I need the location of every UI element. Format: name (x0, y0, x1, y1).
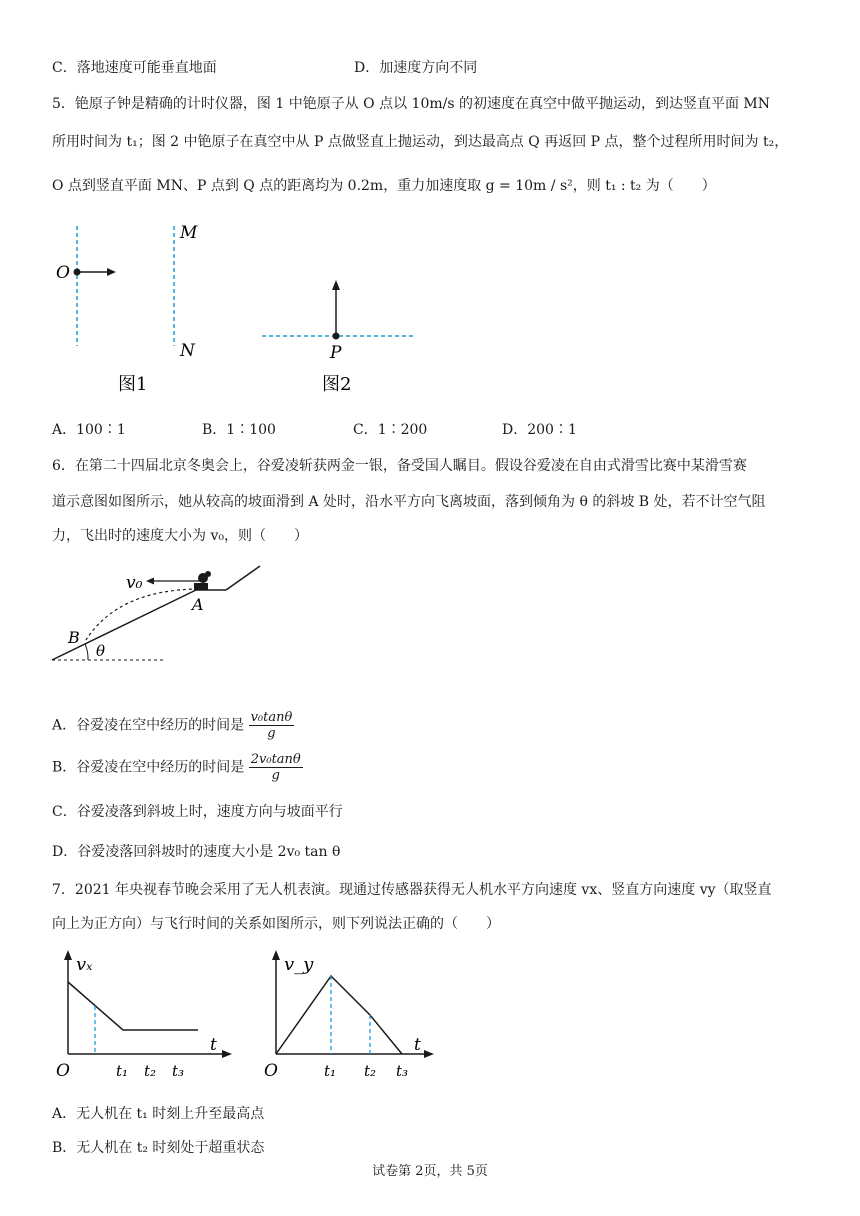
q7-stem-line2: 向上为正方向）与飞行时间的关系如图所示，则下列说法正确的（ ） (52, 916, 500, 932)
label-v0: v₀ (126, 573, 143, 593)
arrowhead-right-icon (424, 1050, 434, 1058)
q6-stem-line1: 6．在第二十四届北京冬奥会上，谷爱凌斩获两金一银，备受国人瞩目。假设谷爱凌在自由式滑雪比赛中某滑雪赛 (52, 458, 747, 474)
q7-stem-line1: 7．2021 年央视春节晚会采用了无人机表演。现通过传感器获得无人机水平方向速度 vx、竖直方向速度 vy（取竖直 (52, 882, 772, 898)
q6-option-a (52, 710, 294, 741)
q6-option-d: D．谷爱凌落回斜坡时的速度大小是 2v₀ tan θ (52, 844, 341, 860)
vy-chart (256, 946, 456, 1096)
q5-option-b: B．1∶100 (202, 422, 276, 438)
slope-line (52, 590, 196, 660)
fraction-numerator: v₀tanθ (250, 710, 293, 725)
q5-stem-line3: O 点到竖直平面 MN、P 点到 Q 点的距离均为 0.2m，重力加速度取 g = 10m / s²，则 t₁ : t₂ 为（ ） (52, 178, 716, 194)
q6-stem-line2: 道示意图如图所示，她从较高的坡面滑到 A 处时，沿水平方向飞离坡面，落到倾角为 θ 的斜坡 B 处，若不计空气阻 (52, 494, 766, 510)
fraction-numerator: 2v₀tanθ (250, 752, 301, 767)
vx-xlabel: t (210, 1035, 217, 1055)
vx-series-line (68, 982, 198, 1030)
vx-tick-t1: t₁ (116, 1062, 129, 1080)
q6-option-c: C．谷爱凌落到斜坡上时，速度方向与坡面平行 (52, 804, 343, 820)
fraction (249, 752, 303, 783)
label-p: P (330, 343, 342, 363)
q6-option-b (52, 752, 303, 783)
label-o: O (56, 263, 70, 283)
arrowhead-up-icon (64, 950, 72, 960)
q5-figure-1 (56, 223, 198, 395)
q5-option-d: D．200∶1 (502, 422, 577, 438)
q7-option-b: B．无人机在 t₂ 时刻处于超重状态 (52, 1140, 265, 1156)
vx-ylabel: vₓ (76, 954, 93, 975)
fraction-denominator: g (267, 726, 276, 741)
vx-origin-label: O (56, 1061, 70, 1081)
page-footer: 试卷第 2页，共 5页 (372, 1164, 488, 1179)
q6-stem-line3: 力，飞出时的速度大小为 v₀，则（ ） (52, 528, 308, 544)
vy-tick-t1: t₁ (324, 1062, 337, 1080)
label-n: N (180, 341, 195, 361)
q5-figure (48, 218, 428, 400)
q7-option-a: A．无人机在 t₁ 时刻上升至最高点 (52, 1106, 265, 1122)
vy-tick-t2: t₂ (364, 1062, 377, 1080)
label-theta: θ (96, 642, 106, 660)
figure-1-caption: 图1 (118, 374, 148, 395)
theta-arc (85, 644, 88, 660)
fraction-denominator: g (271, 768, 280, 783)
q5-stem-line2: 所用时间为 t₁；图 2 中铯原子在真空中从 P 点做竖直上抛运动，到达最高点 Q 再返回 P 点，整个过程所用时间为 t₂， (52, 134, 789, 150)
vy-xlabel: t (414, 1035, 421, 1055)
arrowhead-right-icon (107, 268, 116, 276)
fraction (249, 710, 295, 741)
vx-chart (48, 946, 248, 1096)
q5-option-a: A．100∶1 (52, 422, 126, 438)
label-a: A (192, 595, 204, 614)
label-m: M (180, 223, 198, 243)
q4-option-d: D．加速度方向不同 (354, 60, 478, 76)
q5-option-c: C．1∶200 (353, 422, 428, 438)
arrowhead-up-icon (272, 950, 280, 960)
label-b: B (68, 628, 80, 647)
arrowhead-right-icon (222, 1050, 232, 1058)
vy-series-line (276, 976, 402, 1054)
arrowhead-up-icon (332, 280, 340, 290)
p-point (333, 333, 340, 340)
q6-slope-figure (48, 560, 278, 670)
q5-figure-2 (262, 280, 414, 395)
q5-stem-line1: 5．铯原子钟是精确的计时仪器，图 1 中铯原子从 O 点以 10m/s 的初速度在真空中做平抛运动，到达竖直平面 MN (52, 96, 771, 112)
arrowhead-left-icon (146, 578, 154, 585)
q6-option-a-text: A．谷爱凌在空中经历的时间是 (52, 717, 245, 734)
vx-tick-t2: t₂ (144, 1062, 157, 1080)
vx-tick-t3: t₃ (172, 1062, 185, 1080)
q4-option-c: C．落地速度可能垂直地面 (52, 60, 217, 76)
q6-option-b-text: B．谷爱凌在空中经历的时间是 (52, 759, 245, 776)
vy-ylabel: v_y (284, 954, 314, 975)
upper-slope (226, 566, 260, 590)
figure-2-caption: 图2 (322, 374, 352, 395)
vy-origin-label: O (264, 1061, 278, 1081)
vy-tick-t3: t₃ (396, 1062, 409, 1080)
